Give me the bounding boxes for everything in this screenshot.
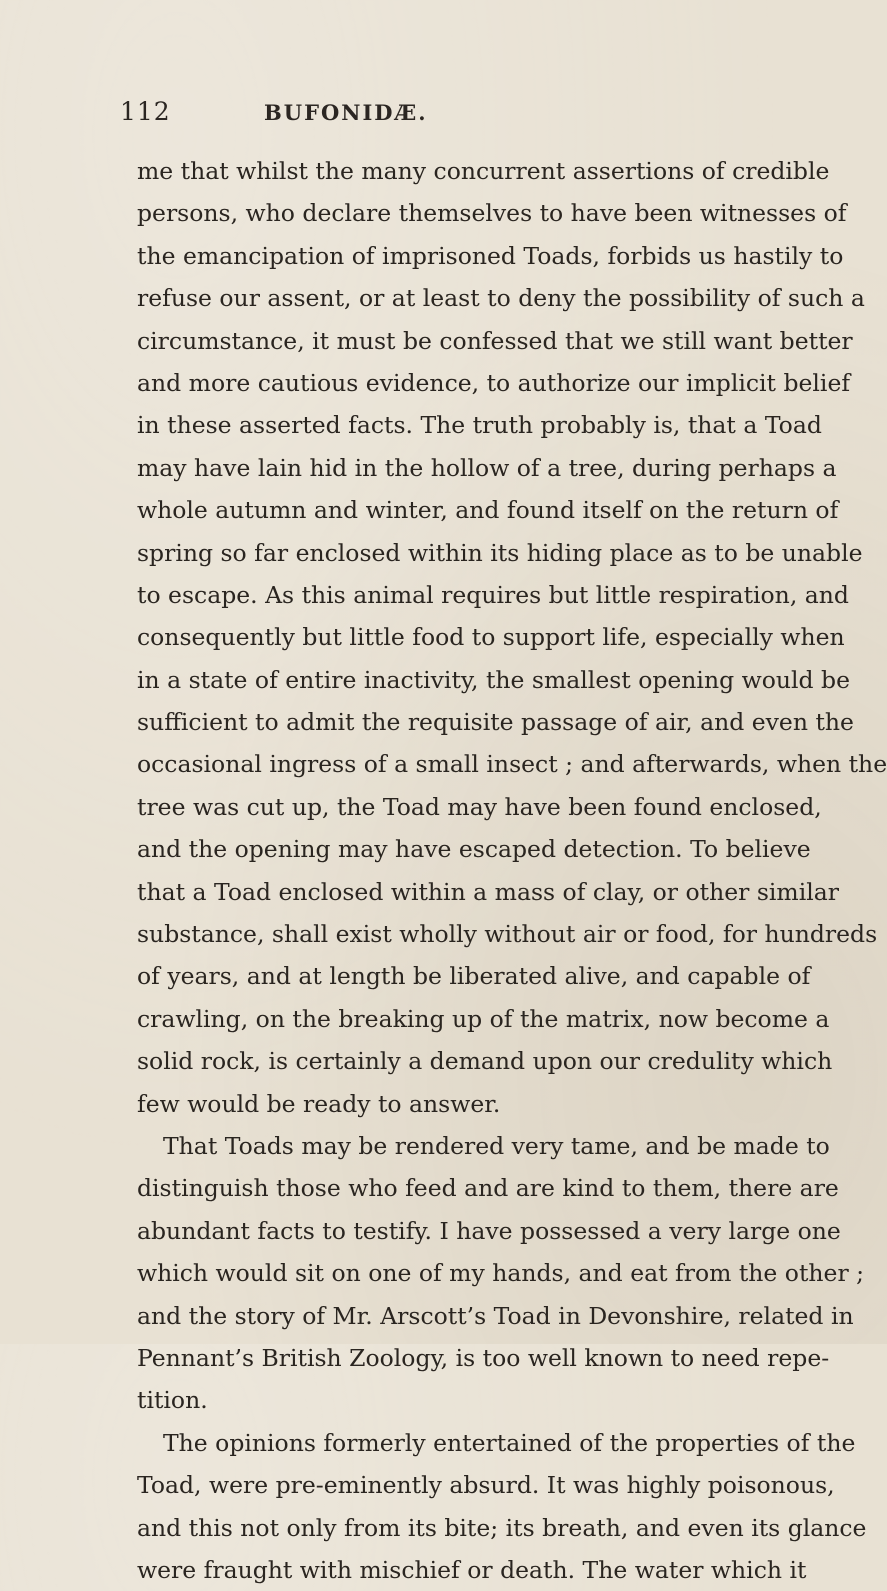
- text-line: were fraught with mischief or death. The water which it: [137, 1555, 807, 1584]
- text-line: the emancipation of imprisoned Toads, forbids us hastily to: [137, 241, 844, 270]
- text-line: may have lain hid in the hollow of a tree, during perhaps a: [137, 453, 837, 482]
- text-line: substance, shall exist wholly without air or food, for hundreds: [137, 920, 878, 949]
- text-line: Pennant’s British Zoology, is too well known to need repe-: [137, 1343, 830, 1372]
- text-line: tition.: [137, 1386, 208, 1415]
- text-line: in a state of entire inactivity, the smallest opening would be: [137, 665, 850, 694]
- text-line: me that whilst the many concurrent assertions of credible: [137, 157, 830, 185]
- text-line: and the story of Mr. Arscott’s Toad in Devonshire, related in: [137, 1301, 854, 1330]
- text-line: and this not only from its bite; its breath, and even its glance: [137, 1513, 867, 1542]
- text-line: and more cautious evidence, to authorize our implicit belief: [137, 368, 851, 397]
- running-head: [120, 97, 740, 137]
- text-line: refuse our assent, or at least to deny the possibility of such a: [137, 284, 865, 313]
- text-line: and the opening may have escaped detection. To believe: [137, 835, 811, 864]
- text-line: which would sit on one of my hands, and eat from the other ;: [137, 1259, 865, 1288]
- text-line: whole autumn and winter, and found itself on the return of: [137, 496, 839, 525]
- text-line: The opinions formerly entertained of the properties of the: [163, 1428, 856, 1457]
- text-line: abundant facts to testify. I have possessed a very large one: [137, 1216, 841, 1245]
- section-title: BUFONIDÆ.: [264, 100, 428, 125]
- text-line: circumstance, it must be confessed that we still want better: [137, 326, 853, 355]
- text-line: consequently but little food to support life, especially when: [137, 623, 845, 652]
- text-line: sufficient to admit the requisite passage of air, and even the: [137, 708, 854, 737]
- text-line: occasional ingress of a small insect ; and afterwards, when the: [137, 750, 887, 779]
- text-line: that a Toad enclosed within a mass of clay, or other similar: [137, 877, 839, 906]
- text-line: persons, who declare themselves to have been witnesses of: [137, 199, 847, 228]
- text-line: tree was cut up, the Toad may have been found enclosed,: [137, 792, 822, 821]
- text-line: Toad, were pre-eminently absurd. It was highly poisonous,: [137, 1471, 835, 1500]
- text-line: few would be ready to answer.: [137, 1089, 501, 1118]
- body-text: [137, 150, 887, 1591]
- text-line: distinguish those who feed and are kind to them, there are: [137, 1174, 839, 1203]
- text-line: That Toads may be rendered very tame, and be made to: [163, 1131, 830, 1160]
- text-line: spring so far enclosed within its hiding place as to be unable: [137, 538, 863, 567]
- page-number: 112: [120, 97, 171, 126]
- text-line: crawling, on the breaking up of the matrix, now become a: [137, 1004, 830, 1033]
- text-line: solid rock, is certainly a demand upon our credulity which: [137, 1047, 833, 1076]
- text-line: to escape. As this animal requires but little respiration, and: [137, 580, 849, 609]
- text-line: of years, and at length be liberated alive, and capable of: [137, 962, 811, 991]
- text-line: in these asserted facts. The truth probably is, that a Toad: [137, 411, 822, 440]
